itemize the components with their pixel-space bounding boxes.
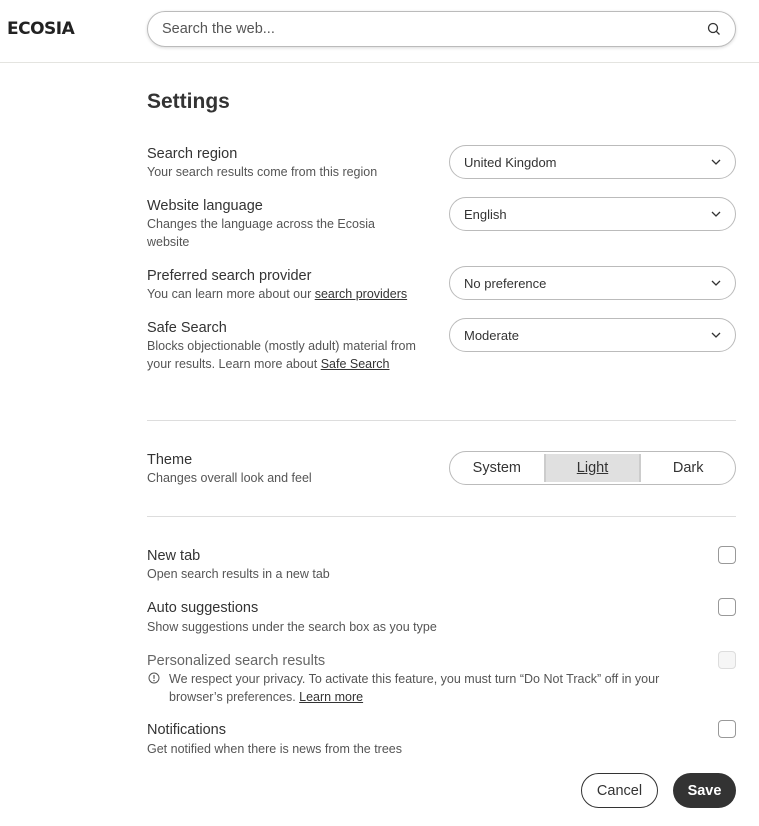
search-provider-label: Preferred search provider	[147, 268, 312, 284]
theme-option-system[interactable]: System	[472, 460, 521, 476]
notifications-desc: Get notified when there is news from the trees	[147, 742, 402, 756]
search-region-value: United Kingdom	[464, 154, 557, 170]
theme-toggle[interactable]	[449, 451, 736, 485]
search-provider-select[interactable]	[449, 266, 736, 300]
personalized-results-checkbox	[718, 651, 736, 669]
safe-search-select[interactable]	[449, 318, 736, 352]
personalized-results-desc	[169, 670, 714, 706]
safe-search-link[interactable]: Safe Search	[320, 357, 390, 371]
search-placeholder: Search the web...	[162, 21, 275, 37]
info-icon	[148, 672, 160, 684]
search-region-desc: Your search results come from this region	[147, 165, 378, 179]
auto-suggestions-desc: Show suggestions under the search box as you type	[147, 620, 437, 634]
chevron-down-icon	[711, 159, 721, 165]
theme-desc: Changes overall look and feel	[147, 471, 312, 485]
search-provider-value: No preference	[464, 275, 547, 291]
page-title: Settings	[147, 90, 230, 113]
auto-suggestions-label: Auto suggestions	[147, 600, 259, 616]
header-divider	[0, 62, 759, 63]
save-button[interactable]: Save	[673, 773, 736, 808]
search-region-label: Search region	[147, 146, 238, 162]
theme-option-dark[interactable]: Dark	[672, 460, 704, 476]
personalized-desc-text: We respect your privacy. To activate this feature, you must turn “Do Not Track” off in your browser’s preferences.	[169, 672, 660, 704]
search-providers-link[interactable]: search providers	[314, 287, 408, 301]
cancel-button[interactable]: Cancel	[581, 773, 658, 808]
search-provider-desc	[147, 285, 447, 303]
new-tab-desc: Open search results in a new tab	[147, 567, 330, 581]
ecosia-logo[interactable]: ECOSIA	[7, 19, 75, 39]
auto-suggestions-checkbox[interactable]	[718, 598, 736, 616]
website-language-desc: Changes the language across the Ecosia website	[147, 217, 375, 249]
search-provider-desc-text: You can learn more about our	[147, 287, 315, 301]
section-divider	[147, 516, 736, 517]
section-divider	[147, 420, 736, 421]
chevron-down-icon	[711, 280, 721, 286]
notifications-label: Notifications	[147, 722, 226, 738]
learn-more-link[interactable]: Learn more	[299, 690, 364, 704]
chevron-down-icon	[711, 211, 721, 217]
safe-search-label: Safe Search	[147, 320, 227, 336]
search-input[interactable]	[147, 11, 736, 47]
personalized-results-label: Personalized search results	[147, 653, 326, 669]
new-tab-label: New tab	[147, 548, 201, 564]
search-region-select[interactable]	[449, 145, 736, 179]
safe-search-value: Moderate	[464, 327, 519, 343]
safe-search-desc	[147, 337, 417, 373]
notifications-checkbox[interactable]	[718, 720, 736, 738]
chevron-down-icon	[711, 332, 721, 338]
safe-search-desc-text: Blocks objectionable (mostly adult) material from your results. Learn more about	[147, 339, 416, 371]
website-language-label: Website language	[147, 198, 263, 214]
search-icon[interactable]	[707, 22, 721, 36]
website-language-select[interactable]	[449, 197, 736, 231]
theme-label: Theme	[147, 452, 193, 468]
new-tab-checkbox[interactable]	[718, 546, 736, 564]
website-language-value: English	[464, 206, 507, 222]
theme-option-light[interactable]: Light	[544, 454, 642, 482]
